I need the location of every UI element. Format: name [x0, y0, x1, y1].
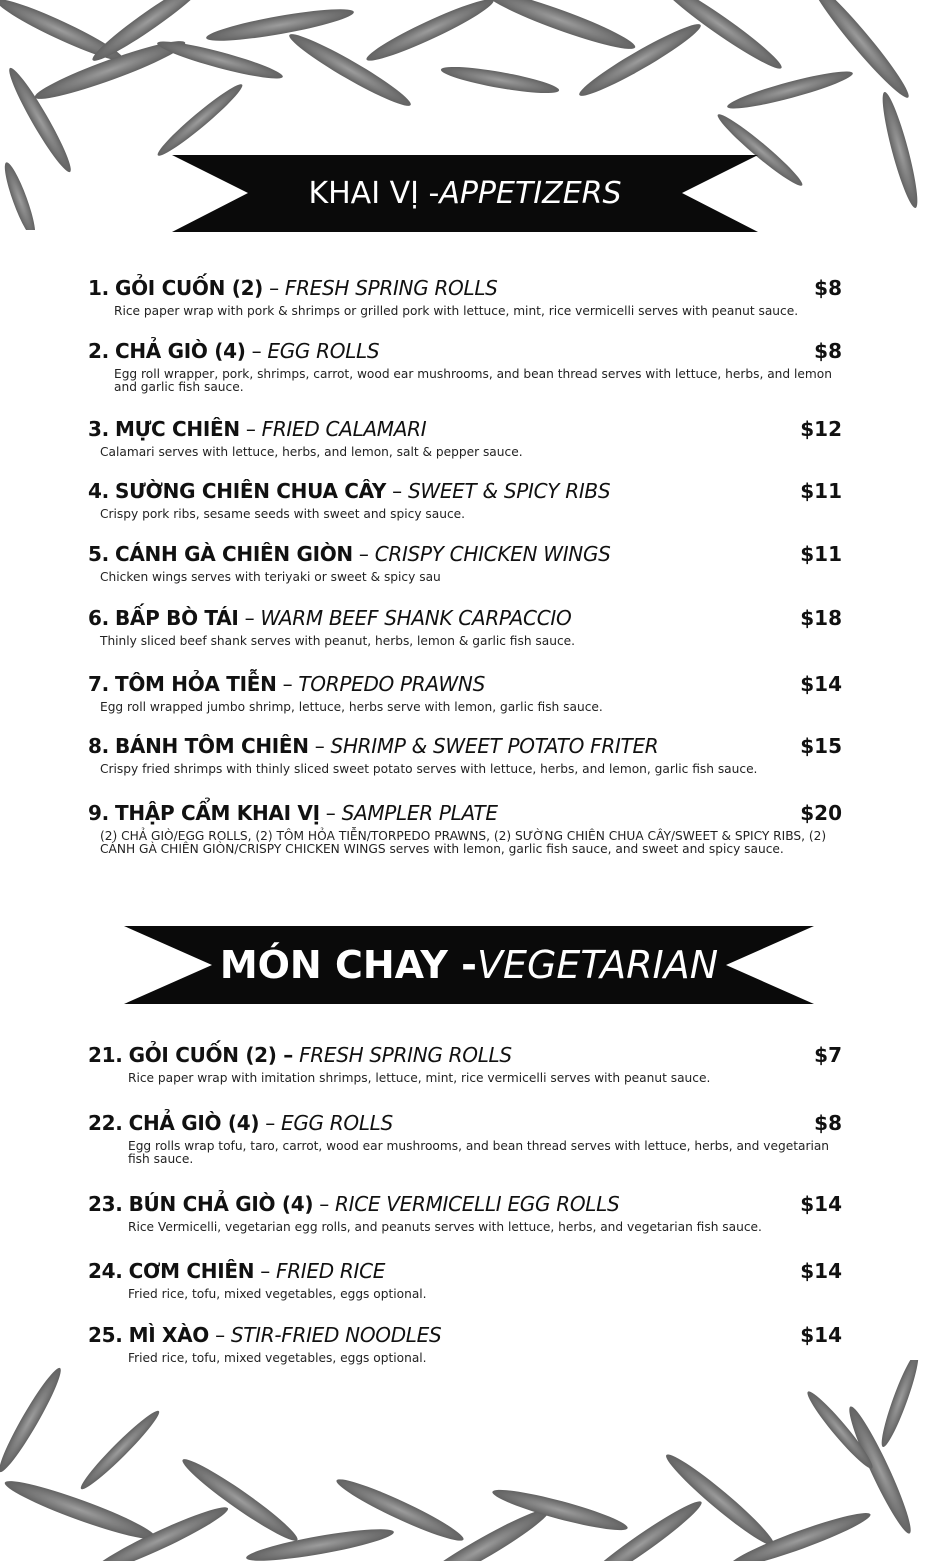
item-price: $11	[800, 479, 842, 503]
menu-item	[88, 1111, 848, 1166]
item-name-vn: MÌ XÀO	[128, 1323, 210, 1347]
item-name-en: WARM BEEF SHANK CARPACCIO	[260, 606, 572, 630]
item-price: $20	[800, 801, 842, 825]
item-name-vn: BÚN CHẢ GIÒ (4)	[128, 1192, 314, 1216]
menu-item	[88, 1259, 848, 1301]
item-name-vn: CƠM CHIÊN	[128, 1259, 255, 1283]
menu-item	[88, 542, 848, 584]
section-title	[172, 155, 758, 232]
section-title	[124, 926, 814, 1004]
item-name: 7. TÔM HỎA TIỄN – TORPEDO PRAWNS	[88, 672, 485, 696]
item-name-vn: THẬP CẨM KHAI VỊ	[114, 801, 320, 825]
item-description: Rice paper wrap with pork & shrimps or grilled pork with lettuce, mint, rice vermicelli serves with peanut sauce.	[114, 304, 799, 318]
section-title-vn: MÓN CHAY -	[219, 943, 477, 987]
menu-item	[88, 276, 848, 318]
item-name: 1. GỎI CUỐN (2) – FRESH SPRING ROLLS	[88, 276, 498, 300]
item-number: 7.	[88, 672, 109, 696]
item-number: 2.	[88, 339, 109, 363]
item-number: 9.	[88, 801, 109, 825]
item-name-vn: MỰC CHIÊN	[114, 417, 240, 441]
item-name-vn: SƯỜNG CHIÊN CHUA CÂY	[114, 479, 387, 503]
item-name-vn: CÁNH GÀ CHIÊN GIÒN	[114, 542, 353, 566]
item-description: Rice paper wrap with imitation shrimps, lettuce, mint, rice vermicelli serves with peanut sauce.	[128, 1071, 711, 1085]
item-number: 3.	[88, 417, 109, 441]
item-name: 8. BÁNH TÔM CHIÊN – SHRIMP & SWEET POTATO FRITER	[88, 734, 659, 758]
menu-item	[88, 1043, 848, 1085]
item-name-vn: TÔM HỎA TIỄN	[114, 672, 277, 696]
item-name-en: FRIED CALAMARI	[261, 417, 427, 441]
item-number: 24.	[88, 1259, 123, 1283]
item-price: $18	[800, 606, 842, 630]
item-name-en: FRIED RICE	[276, 1259, 386, 1283]
menu-item	[88, 1323, 848, 1365]
item-number: 21.	[88, 1043, 123, 1067]
menu-item	[88, 339, 848, 394]
item-description: Egg roll wrapper, pork, shrimps, carrot, wood ear mushrooms, and bean thread serves with lettuce, herbs, and lemon and garlic fish sauce.	[114, 367, 832, 394]
item-name-vn: GỎI CUỐN (2) –	[128, 1043, 293, 1067]
menu-item	[88, 1192, 848, 1234]
item-price: $14	[800, 672, 842, 696]
item-price: $8	[814, 1111, 842, 1135]
item-name: 2. CHẢ GIÒ (4) – EGG ROLLS	[88, 339, 380, 363]
item-number: 23.	[88, 1192, 123, 1216]
menu-item	[88, 734, 848, 776]
item-name: 25. MÌ XÀO – STIR-FRIED NOODLES	[88, 1323, 442, 1347]
item-price: $14	[800, 1323, 842, 1347]
item-price: $8	[814, 276, 842, 300]
item-name-vn: CHẢ GIÒ (4)	[114, 339, 246, 363]
item-name-en: SHRIMP & SWEET POTATO FRITER	[330, 734, 659, 758]
item-name: 4. SƯỜNG CHIÊN CHUA CÂY – SWEET & SPICY RIBS	[88, 479, 611, 503]
item-name-en: SAMPLER PLATE	[341, 801, 498, 825]
section-title-en: VEGETARIAN	[476, 943, 719, 987]
item-description: Egg rolls wrap tofu, taro, carrot, wood ear mushrooms, and bean thread serves with lettuce, herbs, and vegetarian fish sauce.	[128, 1139, 830, 1166]
menu-item	[88, 479, 848, 521]
item-price: $14	[800, 1259, 842, 1283]
item-number: 25.	[88, 1323, 123, 1347]
item-price: $14	[800, 1192, 842, 1216]
section-title-en: APPETIZERS	[439, 176, 622, 211]
item-number: 1.	[88, 276, 109, 300]
item-number: 4.	[88, 479, 109, 503]
item-name-en: TORPEDO PRAWNS	[298, 672, 485, 696]
item-name: 23. BÚN CHẢ GIÒ (4) – RICE VERMICELLI EGG ROLLS	[88, 1192, 620, 1216]
bamboo-leaves-bottom-decoration	[0, 1360, 932, 1561]
item-name-vn: BẤP BÒ TÁI	[114, 606, 239, 630]
item-name-vn: GỎI CUỐN (2)	[114, 276, 264, 300]
item-description: Crispy fried shrimps with thinly sliced sweet potato serves with lettuce, herbs, and lemon, garlic fish sauce.	[100, 762, 758, 776]
item-name-en: FRESH SPRING ROLLS	[284, 276, 498, 300]
item-name-en: EGG ROLLS	[267, 339, 380, 363]
item-description: Fried rice, tofu, mixed vegetables, eggs optional.	[128, 1287, 427, 1301]
menu-item	[88, 417, 848, 459]
item-number: 8.	[88, 734, 109, 758]
item-name: 9. THẬP CẨM KHAI VỊ – SAMPLER PLATE	[88, 801, 498, 825]
item-name: 5. CÁNH GÀ CHIÊN GIÒN – CRISPY CHICKEN WINGS	[88, 542, 611, 566]
item-price: $8	[814, 339, 842, 363]
item-number: 5.	[88, 542, 109, 566]
item-price: $7	[814, 1043, 842, 1067]
item-name: 22. CHẢ GIÒ (4) – EGG ROLLS	[88, 1111, 393, 1135]
menu-item	[88, 801, 848, 856]
item-description: Thinly sliced beef shank serves with peanut, herbs, lemon & garlic fish sauce.	[100, 634, 576, 648]
section-banner-appetizers	[172, 155, 758, 232]
menu-item	[88, 606, 848, 648]
item-name-vn: CHẢ GIÒ (4)	[128, 1111, 260, 1135]
item-number: 22.	[88, 1111, 123, 1135]
item-name-en: STIR-FRIED NOODLES	[230, 1323, 442, 1347]
item-name: 24. CƠM CHIÊN – FRIED RICE	[88, 1259, 386, 1283]
item-description: Rice Vermicelli, vegetarian egg rolls, and peanuts serves with lettuce, herbs, and vegetarian fish sauce.	[128, 1220, 762, 1234]
item-name: 6. BẤP BÒ TÁI – WARM BEEF SHANK CARPACCIO	[88, 606, 572, 630]
item-name-vn: BÁNH TÔM CHIÊN	[114, 734, 309, 758]
item-name-en: FRESH SPRING ROLLS	[299, 1043, 512, 1067]
item-name-en: SWEET & SPICY RIBS	[407, 479, 611, 503]
section-title-vn: KHAI VỊ -	[308, 176, 440, 211]
item-description: (2) CHẢ GIÒ/EGG ROLLS, (2) TÔM HỎA TIỄN/TORPEDO PRAWNS, (2) SƯỜNG CHIÊN CHUA CÂY/SWEET & SPICY RIBS, (2) CÁNH GÀ CHIÊN GIÒN/CRISPY CHICKEN WINGS serves with lemon, garlic fish sauce, and sweet and spicy sauce.	[100, 829, 827, 856]
item-name-en: RICE VERMICELLI EGG ROLLS	[335, 1192, 620, 1216]
item-name-en: EGG ROLLS	[281, 1111, 393, 1135]
menu-item	[88, 672, 848, 714]
item-number: 6.	[88, 606, 109, 630]
item-price: $15	[800, 734, 842, 758]
section-banner-vegetarian	[124, 926, 814, 1004]
item-name	[88, 1043, 512, 1067]
item-description: Fried rice, tofu, mixed vegetables, eggs optional.	[128, 1351, 427, 1365]
item-name-en: CRISPY CHICKEN WINGS	[374, 542, 611, 566]
item-description: Egg roll wrapped jumbo shrimp, lettuce, herbs serve with lemon, garlic fish sauce.	[100, 700, 603, 714]
item-price: $11	[800, 542, 842, 566]
item-description: Chicken wings serves with teriyaki or sweet & spicy sau	[100, 570, 441, 584]
item-description: Calamari serves with lettuce, herbs, and lemon, salt & pepper sauce.	[100, 445, 523, 459]
item-price: $12	[800, 417, 842, 441]
item-description: Crispy pork ribs, sesame seeds with sweet and spicy sauce.	[100, 507, 466, 521]
item-name: 3. MỰC CHIÊN – FRIED CALAMARI	[88, 417, 427, 441]
